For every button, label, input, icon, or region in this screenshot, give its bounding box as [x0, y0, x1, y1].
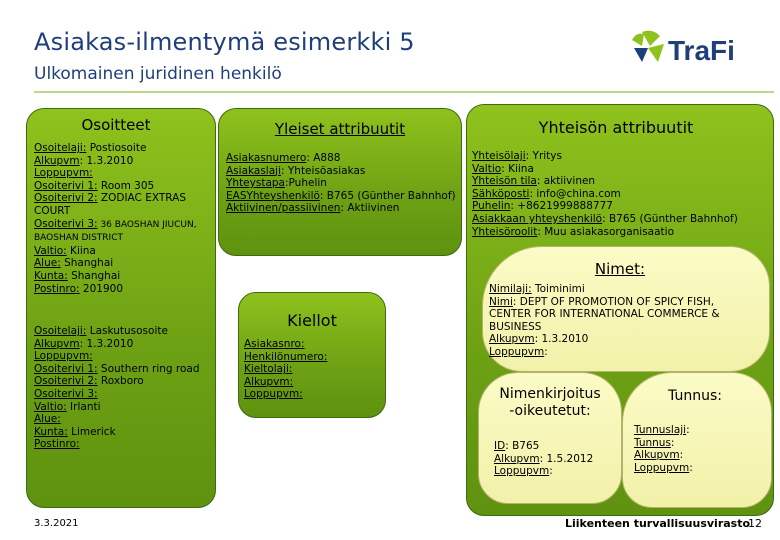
attribute-key: EASYhteyshenkilö	[226, 189, 320, 202]
attribute-key: Kieltolaji:	[244, 363, 293, 376]
attribute-key: Kunta:	[34, 425, 68, 438]
attribute-value: : B765 (Günther Bahnhof)	[602, 212, 738, 225]
attribute-key: Alkupvm:	[244, 375, 294, 388]
address-list-billing	[34, 325, 210, 451]
attribute-value: :Puhelin	[284, 177, 327, 190]
tunnus-header: Tunnus:	[668, 388, 722, 404]
attribute-value: : A888	[306, 152, 341, 164]
attribute-row	[634, 437, 764, 450]
attribute-row	[489, 283, 721, 296]
attribute-row	[494, 453, 618, 466]
attribute-row	[34, 192, 210, 217]
kiellot-attributes	[244, 338, 380, 401]
attribute-value: : Kiina	[501, 162, 534, 175]
attribute-row	[34, 325, 210, 338]
attribute-key: Yhteisölaji	[472, 150, 526, 162]
attribute-key: ID	[494, 440, 506, 452]
attribute-value: : B765 (Günther Bahnhof)	[319, 189, 456, 202]
attribute-value: 36 BAOSHAN JIUCUN, BAOSHAN DISTRICT	[34, 219, 200, 244]
attribute-value: : DEPT OF PROMOTION OF SPICY FISH, CENTER FOR INTERNATIONAL COMMERCE & BUSINESS	[489, 295, 723, 333]
attribute-key: Alkupvm	[494, 452, 540, 465]
attribute-value: : 1.3.2010	[79, 154, 134, 167]
attribute-key: Loppupvm:	[34, 167, 93, 180]
attribute-key: Alkupvm	[489, 333, 535, 346]
attribute-value: :	[670, 436, 675, 449]
nimenkirjoitus-header	[478, 386, 622, 420]
attribute-row	[244, 351, 380, 364]
attribute-value: : Aktiivinen	[340, 202, 400, 215]
attribute-key: Yhteisöroolit	[472, 225, 538, 238]
attribute-row	[634, 449, 764, 462]
attribute-value: Kiina	[66, 244, 96, 257]
attribute-key: Loppupvm	[494, 465, 550, 478]
attribute-row	[226, 165, 456, 178]
attribute-row	[34, 338, 210, 351]
attribute-key: Loppupvm	[634, 461, 690, 474]
osoitteet-header: Osoitteet	[81, 116, 151, 134]
attribute-value: Postiosoite	[86, 142, 147, 154]
attribute-key: Valtio:	[34, 400, 67, 413]
attribute-value: : Yritys	[525, 150, 562, 162]
attribute-value: : aktiivinen	[536, 175, 596, 188]
attribute-key: Aktiivinen/passiivinen	[226, 202, 341, 215]
attribute-key: Sähköposti	[472, 187, 530, 200]
attribute-value: :	[544, 345, 548, 358]
attribute-value: Limerick	[67, 425, 116, 438]
attribute-row	[472, 150, 772, 163]
attribute-row	[244, 338, 380, 351]
yhteison-attributes	[472, 150, 772, 238]
attribute-row	[34, 142, 210, 155]
attribute-row	[244, 376, 380, 389]
attribute-row	[34, 363, 210, 376]
tunnus-attributes	[634, 424, 764, 474]
attribute-row	[34, 350, 210, 363]
attribute-row	[34, 388, 210, 401]
trafi-logo-text: TraFi	[668, 35, 735, 66]
nimet-attributes	[489, 283, 721, 359]
attribute-row	[34, 257, 210, 270]
attribute-key: Loppupvm:	[244, 388, 303, 401]
attribute-value: Roxboro	[97, 375, 144, 388]
attribute-key: Osoiterivi 2:	[34, 375, 98, 388]
attribute-row	[226, 152, 456, 165]
attribute-key: Osoiterivi 3:	[34, 387, 98, 400]
attribute-key: Tunnuslaji	[634, 424, 687, 436]
attribute-value: : B765	[505, 440, 540, 452]
attribute-key: Postinro:	[34, 438, 80, 451]
attribute-row	[226, 190, 456, 203]
attribute-key: Osoiterivi 2:	[34, 192, 98, 205]
nimenkirjoitus-attributes	[494, 440, 618, 478]
attribute-value: :	[686, 424, 690, 436]
attribute-value: Irlanti	[66, 400, 101, 413]
attribute-row	[472, 226, 772, 239]
attribute-key: Alkupvm	[34, 337, 80, 350]
attribute-row	[34, 438, 210, 451]
attribute-value: Toiminimi	[531, 283, 585, 295]
attribute-row	[472, 188, 772, 201]
attribute-row	[34, 245, 210, 258]
yleiset-header: Yleiset attribuutit	[274, 120, 406, 138]
nimenkirjoitus-header-line1: Nimenkirjoitus	[499, 386, 601, 402]
attribute-row	[34, 180, 210, 193]
attribute-key: Alkupvm	[34, 154, 80, 167]
footer-organization: Liikenteen turvallisuusvirasto	[565, 517, 751, 530]
attribute-value: : info@china.com	[529, 187, 621, 200]
trafi-logo-icon	[628, 28, 668, 70]
attribute-value: Shanghai	[60, 257, 114, 270]
attribute-row	[472, 175, 772, 188]
nimenkirjoitus-header-line2: -oikeutetut:	[509, 403, 591, 419]
attribute-row	[244, 363, 380, 376]
attribute-row	[472, 200, 772, 213]
footer-page-number: 12	[748, 517, 762, 530]
attribute-row	[34, 283, 210, 296]
attribute-row	[634, 462, 764, 475]
attribute-row	[472, 213, 772, 226]
attribute-row	[34, 155, 210, 168]
attribute-key: Osoiterivi 1:	[34, 362, 98, 375]
attribute-value: : 1.5.2012	[539, 452, 594, 465]
attribute-row	[226, 177, 456, 190]
attribute-row	[494, 465, 618, 478]
attribute-row	[494, 440, 618, 453]
attribute-row	[634, 424, 764, 437]
attribute-value: Laskutusosoite	[86, 325, 168, 337]
attribute-key: Asiakasnro:	[244, 338, 305, 350]
slide-title: Asiakas-ilmentymä esimerkki 5	[34, 28, 415, 56]
attribute-key: Nimi	[489, 295, 513, 308]
attribute-key: Kunta:	[34, 269, 68, 282]
attribute-value: : 1.3.2010	[79, 337, 134, 350]
attribute-row	[34, 375, 210, 388]
attribute-row	[34, 426, 210, 439]
attribute-key: Asiakkaan yhteyshenkilö	[472, 212, 603, 225]
attribute-value: 201900	[79, 282, 124, 295]
attribute-key: Osoiterivi 3:	[34, 217, 98, 230]
attribute-key: Alue:	[34, 413, 61, 426]
attribute-key: Alkupvm	[634, 449, 680, 462]
attribute-row	[489, 346, 721, 359]
attribute-key: Osoitelaji:	[34, 325, 87, 337]
attribute-key: Asiakasnumero	[226, 152, 307, 164]
attribute-row	[489, 333, 721, 346]
attribute-row	[226, 202, 456, 215]
attribute-key: Osoitelaji:	[34, 142, 87, 154]
nimet-header: Nimet:	[594, 260, 646, 278]
attribute-key: Alue:	[34, 257, 61, 270]
attribute-key: Loppupvm	[489, 345, 545, 358]
attribute-row	[472, 163, 772, 176]
attribute-value: : 1.3.2010	[534, 333, 589, 346]
attribute-value: Room 305	[97, 179, 155, 192]
header-rule	[34, 88, 774, 96]
attribute-row	[34, 401, 210, 414]
yleiset-attributes	[226, 152, 456, 215]
slide-subtitle: Ulkomainen juridinen henkilö	[34, 64, 282, 84]
attribute-key: Loppupvm:	[34, 350, 93, 363]
attribute-key: Valtio	[472, 162, 502, 175]
yhteison-header: Yhteisön attribuutit	[538, 118, 694, 137]
attribute-value: : Muu asiakasorganisaatio	[537, 225, 675, 238]
attribute-value: : Yhteisöasiakas	[281, 164, 366, 177]
attribute-key: Osoiterivi 1:	[34, 179, 98, 192]
attribute-key: Tunnus	[634, 436, 671, 449]
address-list-postal	[34, 142, 210, 295]
attribute-key: Puhelin	[472, 200, 511, 213]
attribute-value: : +8621999888777	[510, 200, 613, 213]
attribute-value: ZODIAC EXTRAS COURT	[34, 192, 190, 217]
attribute-value: Shanghai	[67, 269, 121, 282]
attribute-row	[34, 270, 210, 283]
attribute-row	[34, 167, 210, 180]
attribute-row	[34, 413, 210, 426]
kiellot-header: Kiellot	[287, 311, 337, 330]
attribute-value: Southern ring road	[97, 362, 200, 375]
footer-date: 3.3.2021	[34, 518, 79, 529]
attribute-key: Valtio:	[34, 244, 67, 257]
attribute-row	[244, 388, 380, 401]
attribute-row	[489, 296, 721, 334]
attribute-key: Yhteisön tila	[472, 175, 537, 188]
attribute-value: :	[689, 461, 693, 474]
attribute-key: Henkilönumero:	[244, 350, 328, 363]
attribute-value: :	[549, 465, 553, 478]
attribute-key: Asiakaslaji	[226, 164, 281, 177]
attribute-key: Nimilaji:	[489, 283, 532, 295]
attribute-row	[34, 218, 210, 245]
attribute-key: Postinro:	[34, 282, 80, 295]
attribute-value: :	[679, 449, 684, 462]
attribute-key: Yhteystapa	[226, 177, 285, 190]
